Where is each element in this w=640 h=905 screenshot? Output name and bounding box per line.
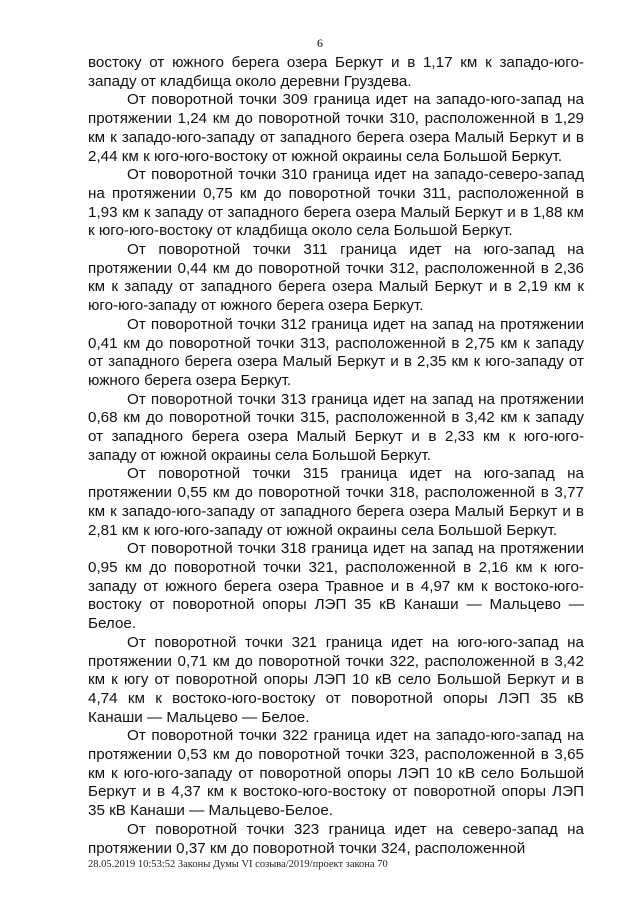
paragraph: От поворотной точки 312 граница идет на запад на протяжении 0,41 км до поворотной точки 313, расположенной в 2,75 км к западу от западного берега озера Малый Беркут и в 2,35 км к юго-западу от южного берега озера Беркут. <box>88 315 584 389</box>
paragraph: От поворотной точки 311 граница идет на юго-запад на протяжении 0,44 км до поворотной точки 312, расположенной в 2,36 км к западу от западного берега озера Малый Беркут и в 2,19 км к юго-юго-западу от южного берега озера Беркут. <box>88 241 584 315</box>
paragraph: От поворотной точки 321 граница идет на юго-юго-запад на протяжении 0,71 км до поворотной точки 322, расположенной в 3,42 км к югу от поворотной опоры ЛЭП 10 кВ село Большой Беркут и в 4,74 км к востоко-юго-востоку от поворотной опоры ЛЭП 35 кВ Канаши — Мальцево — Белое. <box>88 633 584 726</box>
paragraph: От поворотной точки 310 граница идет на западо-северо-запад на протяжении 0,75 км до поворотной точки 311, расположенной в 1,93 км к западу от западного берега озера Малый Беркут и в 1,88 км к юго-юго-востоку от кладбища около села Большой Беркут. <box>88 166 584 240</box>
page-number: 6 <box>317 36 323 50</box>
document-body <box>88 54 584 858</box>
paragraph: От поворотной точки 323 граница идет на северо-запад на протяжении 0,37 км до поворотной точки 324, расположенной <box>88 820 584 857</box>
paragraph: От поворотной точки 313 граница идет на запад на протяжении 0,68 км до поворотной точки 315, расположенной в 3,42 км к западу от западного берега озера Малый Беркут и в 2,33 км к юго-юго-западу от южной окраины села Большой Беркут. <box>88 390 584 464</box>
paragraph: От поворотной точки 318 граница идет на запад на протяжении 0,95 км до поворотной точки 321, расположенной в 2,16 км к юго-западу от южного берега озера Травное и в 4,97 км к востоко-юго-востоку от поворотной опоры ЛЭП 35 кВ Канаши — Мальцево — Белое. <box>88 540 584 633</box>
document-footer: 28.05.2019 10:53:52 Законы Думы VI созыва/2019/проект закона 70 <box>88 859 388 870</box>
paragraph: От поворотной точки 322 граница идет на западо-юго-запад на протяжении 0,53 км до поворотной точки 323, расположенной в 3,65 км к юго-юго-западу от поворотной опоры ЛЭП 10 кВ село Большой Беркут и в 4,37 км к востоко-юго-востоку от поворотной опоры ЛЭП 35 кВ Канаши — Мальцево-Белое. <box>88 727 584 820</box>
paragraph: От поворотной точки 315 граница идет на юго-запад на протяжении 0,55 км до поворотной точки 318, расположенной в 3,77 км к западо-юго-западу от западного берега озера Малый Беркут и в 2,81 км к юго-юго-западу от южной окраины села Большой Беркут. <box>88 465 584 539</box>
paragraph: От поворотной точки 309 граница идет на западо-юго-запад на протяжении 1,24 км до поворотной точки 310, расположенной в 1,29 км к западо-юго-западу от западного берега озера Малый Беркут и в 2,44 км к юго-юго-востоку от южной окраины села Большой Беркут. <box>88 91 584 165</box>
paragraph: востоку от южного берега озера Беркут и в 1,17 км к западо-юго-западу от кладбища около деревни Груздева. <box>88 54 584 90</box>
